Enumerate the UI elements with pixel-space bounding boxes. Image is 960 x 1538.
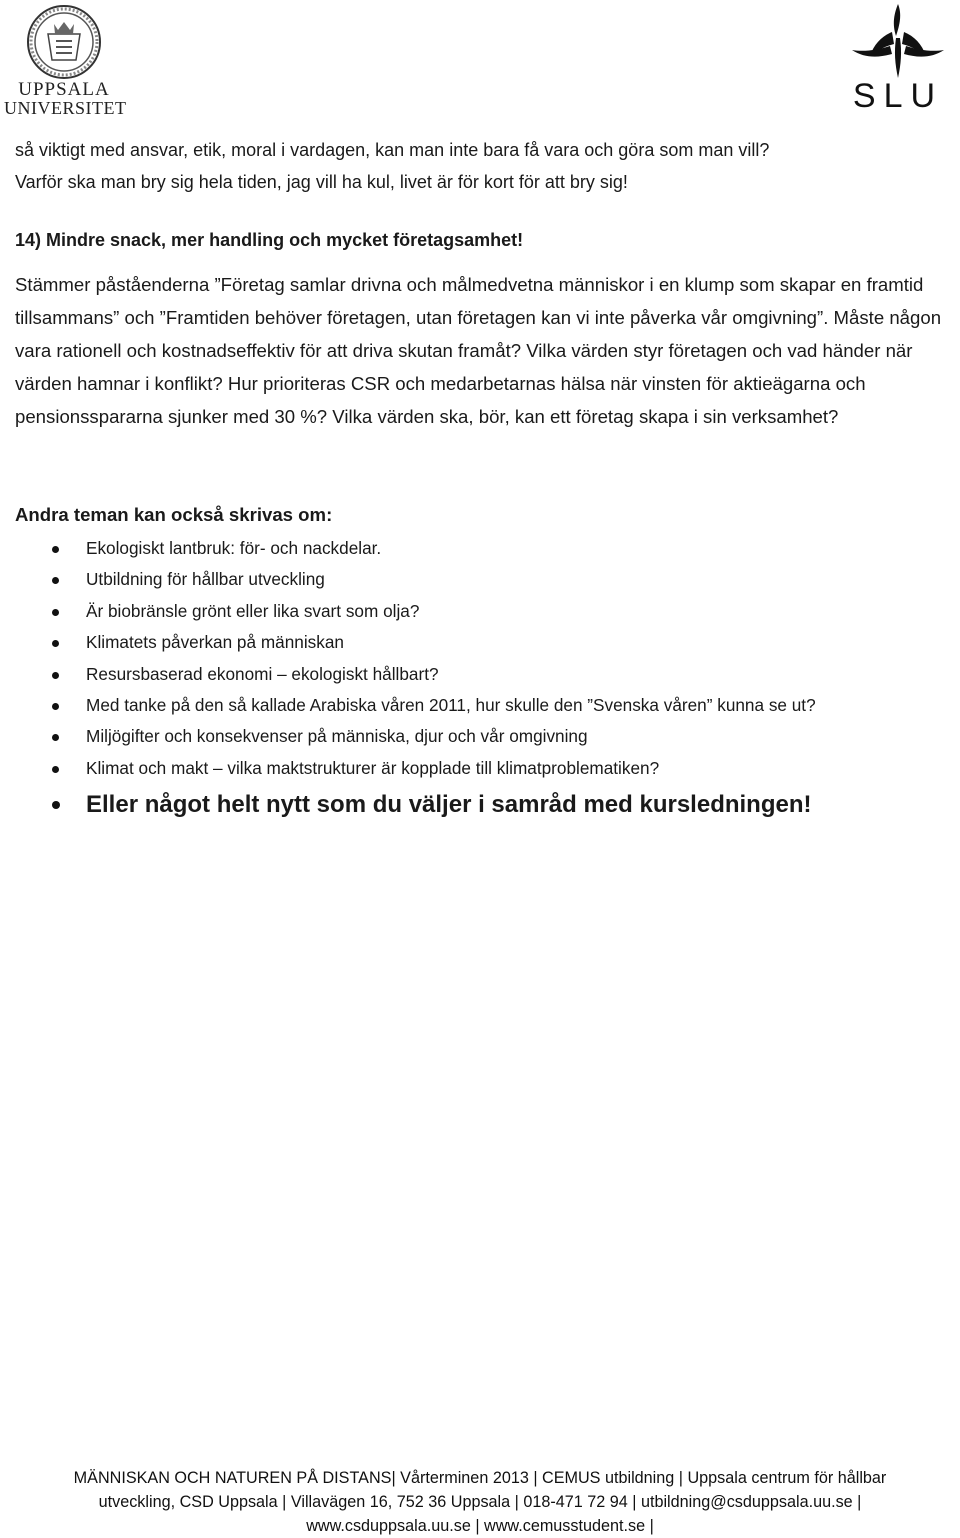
list-item: Klimatets påverkan på människan — [15, 627, 945, 658]
list-item: Klimat och makt – vilka maktstrukturer är kopplade till klimatproblematiken? — [15, 753, 945, 784]
intro-line-1: så viktigt med ansvar, etik, moral i vardagen, kan man inte bara få vara och göra som man vill? — [15, 140, 770, 160]
list-item-final: Eller något helt nytt som du väljer i samråd med kursledningen! — [15, 784, 945, 826]
themes-title: Andra teman kan också skrivas om: — [15, 504, 333, 525]
list-item: Miljögifter och konsekvenser på människa, djur och vår omgivning — [15, 721, 945, 752]
slu-tree-icon — [848, 2, 948, 82]
uu-logo-line2: UNIVERSITET — [4, 98, 127, 118]
footer-line-2: utveckling, CSD Uppsala | Villavägen 16, 752 36 Uppsala | 018-471 72 94 | utbildning@csduppsala.uu.se | — [98, 1493, 862, 1511]
slu-logo-text: SLU — [852, 77, 944, 115]
university-seal-icon — [26, 4, 102, 80]
uu-logo-line1: UPPSALA — [18, 79, 110, 100]
document-body — [15, 134, 945, 826]
section-14-body: Stämmer påståenderna ”Företag samlar drivna och målmedvetna människor i en klump som skapar en framtid tillsammans” och ”Framtiden behöver företagen, utan företagen kan vi inte påverka vår omgivning”. Måste någon vara rationell och kostnadseffektiv för att driva skutan framåt? Vilka värden styr företagen och vad händer när värden hamnar i konflikt? Hur prioriteras CSR och medarbetarnas hälsa när vinsten för aktieägarna och pensionsspararna sjunker med 30 %? Vilka värden ska, bör, kan ett företag skapa i sin verksamhet? — [15, 274, 942, 427]
list-item: Resursbaserad ekonomi – ekologiskt hållbart? — [15, 659, 945, 690]
uppsala-university-logo — [4, 4, 127, 118]
list-item: Ekologiskt lantbruk: för- och nackdelar. — [15, 533, 945, 564]
list-item: Är biobränsle grönt eller lika svart som olja? — [15, 596, 945, 627]
intro-line-2: Varför ska man bry sig hela tiden, jag vill ha kul, livet är för kort för att bry sig! — [15, 172, 628, 192]
slu-logo — [848, 2, 948, 117]
themes-list — [15, 533, 945, 826]
section-14-heading: 14) Mindre snack, mer handling och mycket företagsamhet! — [15, 230, 524, 250]
footer-line-1: MÄNNISKAN OCH NATUREN PÅ DISTANS| Vårterminen 2013 | CEMUS utbildning | Uppsala centrum för hållbar — [73, 1469, 887, 1487]
list-item: Utbildning för hållbar utveckling — [15, 564, 945, 595]
list-item: Med tanke på den så kallade Arabiska våren 2011, hur skulle den ”Svenska våren” kunna se ut? — [15, 690, 945, 721]
footer-line-3: www.csduppsala.uu.se | www.cemusstudent.se | — [306, 1517, 654, 1535]
page-footer — [0, 1466, 960, 1538]
intro-paragraph — [15, 134, 945, 198]
